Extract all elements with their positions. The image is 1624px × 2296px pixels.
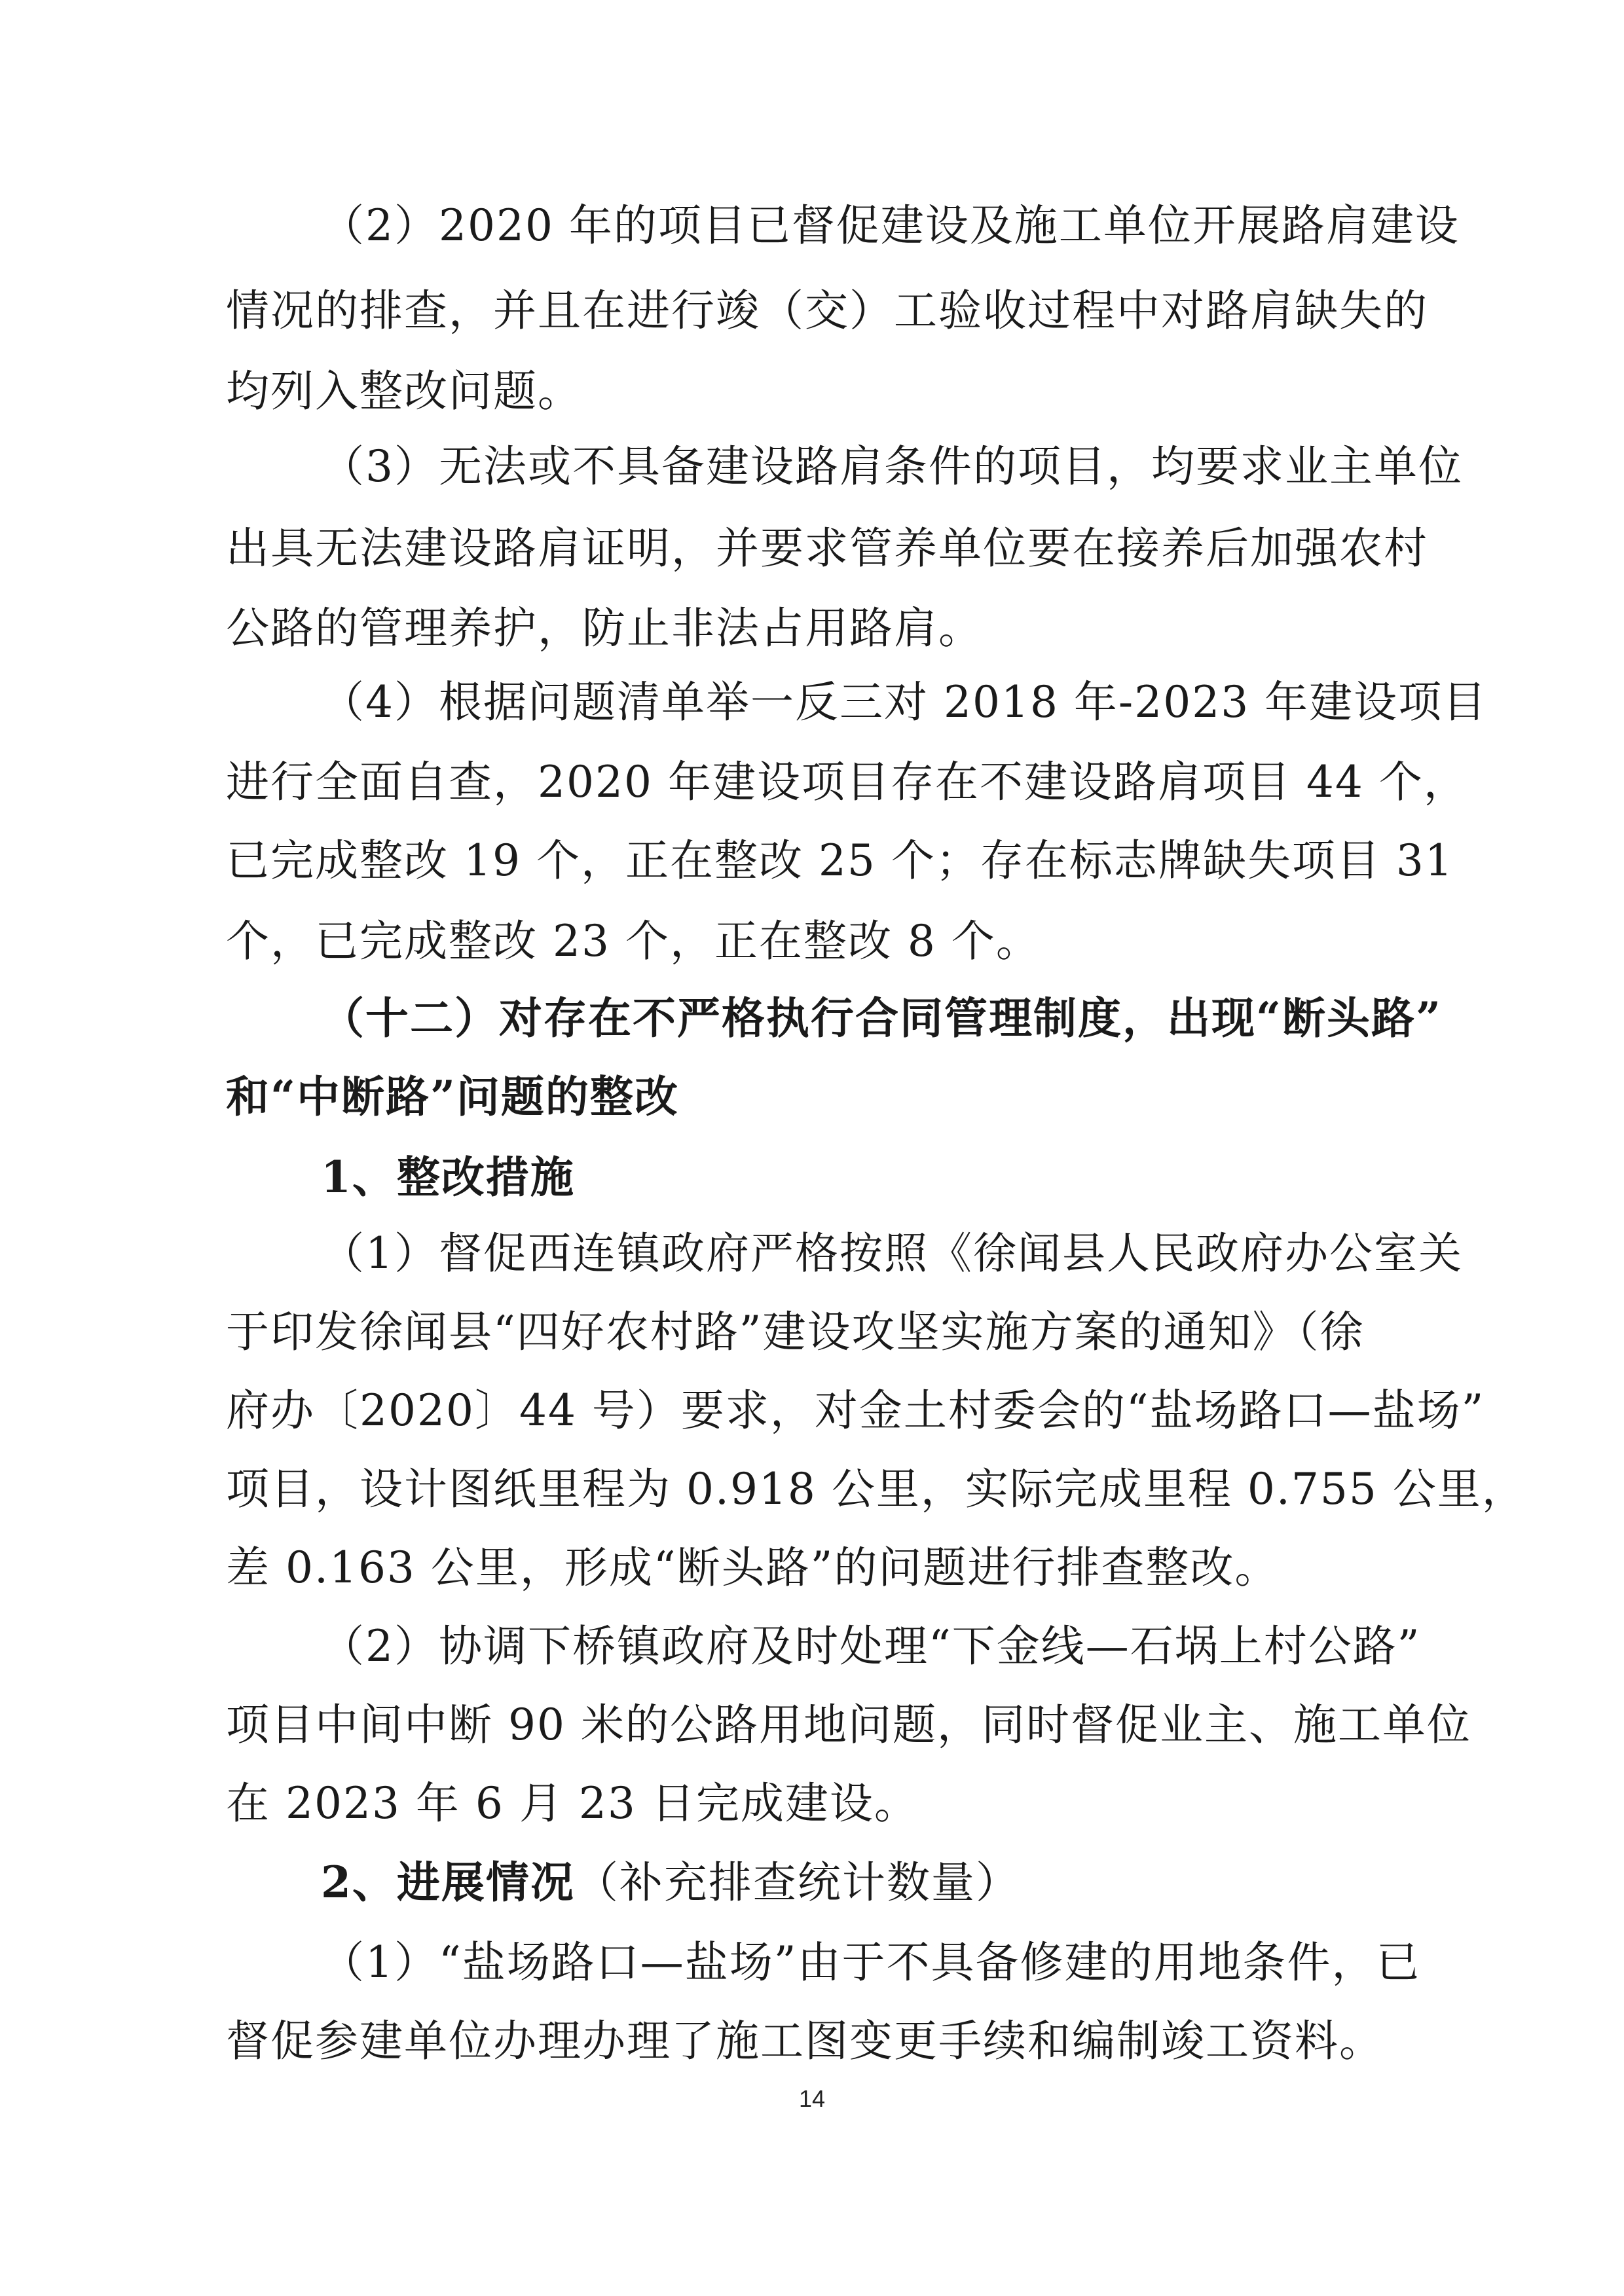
paragraph-line: （4）根据问题清单举一反三对 2018 年-2023 年建设项目 xyxy=(321,677,1488,727)
paragraph-line: 督促参建单位办理办理了施工图变更手续和编制竣工资料。 xyxy=(226,2016,1384,2066)
paragraph-line: 府办〔2020〕44 号）要求，对金土村委会的“盐场路口—盐场” xyxy=(226,1385,1485,1436)
paragraph-line: 在 2023 年 6 月 23 日完成建设。 xyxy=(226,1778,919,1829)
paragraph-line: 进行全面自查，2020 年建设项目存在不建设路肩项目 44 个， xyxy=(226,757,1468,807)
paragraph-line: （1）督促西连镇政府严格按照《徐闻县人民政府办公室关 xyxy=(321,1228,1463,1279)
paragraph-line: （1）“盐场路口—盐场”由于不具备修建的用地条件，已 xyxy=(321,1937,1421,1988)
paragraph-line: （2）协调下桥镇政府及时处理“下金线—石埚上村公路” xyxy=(321,1621,1421,1671)
paragraph-line: 出具无法建设路肩证明，并要求管养单位要在接养后加强农村 xyxy=(226,523,1428,574)
paragraph-line: 公路的管理养护，防止非法占用路肩。 xyxy=(226,603,983,653)
paragraph-line: 均列入整改问题。 xyxy=(226,366,582,416)
paragraph-line: （3）无法或不具备建设路肩条件的项目，均要求业主单位 xyxy=(321,441,1463,492)
subsection-heading-note: （补充排查统计数量） xyxy=(574,1857,1020,1908)
section-heading: （十二）对存在不严格执行合同管理制度，出现“断头路” xyxy=(321,993,1442,1044)
paragraph-line: 情况的排查，并且在进行竣（交）工验收过程中对路肩缺失的 xyxy=(226,285,1428,336)
subsection-heading-title: 2、进展情况 xyxy=(321,1857,575,1908)
paragraph-line: 项目中间中断 90 米的公路用地问题，同时督促业主、施工单位 xyxy=(226,1700,1471,1750)
paragraph-line: 项目，设计图纸里程为 0.918 公里，实际完成里程 0.755 公里， xyxy=(226,1464,1526,1514)
paragraph-line: 个，已完成整改 23 个，正在整改 8 个。 xyxy=(226,916,1041,966)
section-heading: 和“中断路”问题的整改 xyxy=(226,1071,679,1122)
paragraph-line: 于印发徐闻县“四好农村路”建设攻坚实施方案的通知》（徐 xyxy=(226,1307,1365,1357)
page-number: 14 xyxy=(798,2085,826,2112)
paragraph-line: 差 0.163 公里，形成“断头路”的问题进行排查整改。 xyxy=(226,1542,1280,1593)
paragraph-line: （2）2020 年的项目已督促建设及施工单位开展路肩建设 xyxy=(321,200,1460,251)
subsection-heading xyxy=(321,1853,1020,1912)
paragraph-line: 已完成整改 19 个，正在整改 25 个；存在标志牌缺失项目 31 xyxy=(226,835,1454,886)
subsection-heading: 1、整改措施 xyxy=(321,1152,575,1203)
